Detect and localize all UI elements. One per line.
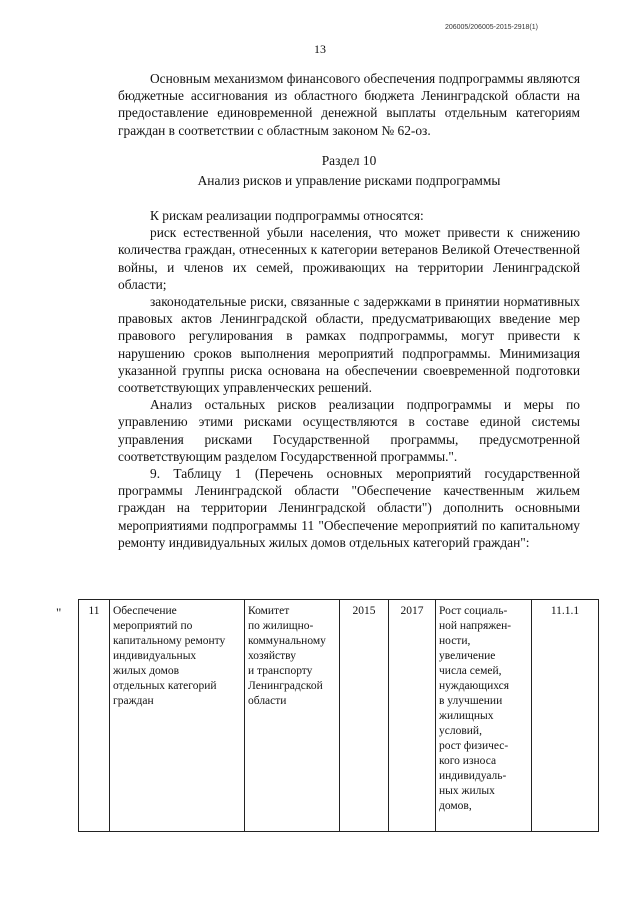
risks-block	[118, 207, 580, 551]
page-number: 13	[314, 42, 326, 56]
cell-line: числа семей,	[439, 665, 502, 677]
cell-line: граждан	[113, 695, 154, 707]
cell-line: мероприятий по	[113, 620, 193, 632]
paragraph-financing: Основным механизмом финансового обеспечения подпрограммы являются бюджетные ассигнования из областного бюджета Ленинградской области на предоставление единовременной денежной выплаты отдельным категориям граждан в соответствии с областным законом № 62-оз.	[118, 71, 580, 138]
cell-line: индивидуаль-	[439, 770, 507, 782]
cell-line: условий,	[439, 725, 482, 737]
paragraph-risk-legislative: законодательные риски, связанные с задержками в принятии нормативных правовых актов Ленинградской области, предусматривающих введение мер правового регулирования в рамках подпрограммы, могут привести к нарушению сроков выполнения мероприятий подпрограммы. Минимизация указанной группы риска основана на обеспечении своевременной подготовки соответствующих управленческих решений.	[118, 294, 580, 396]
cell-consequences	[436, 600, 532, 832]
cell-line: Обеспечение	[113, 605, 177, 617]
cell-line: коммунальному	[248, 635, 326, 647]
cell-line: Ленинградской	[248, 680, 323, 692]
paragraph-risk-population: риск естественной убыли населения, что может привести к снижению количества граждан, отнесенных к категории ветеранов Великой Отечественной войны, и членов их семей, проживающих на территории Ленинградской области;	[118, 225, 580, 292]
cell-line: нуждающихся	[439, 680, 510, 692]
cell-line: жилых домов	[113, 665, 180, 677]
document-id: 206005/206005-2015-2918(1)	[444, 24, 538, 31]
section-subtitle: Анализ рисков и управление рисками подпрограммы	[197, 173, 501, 188]
cell-executor	[245, 600, 340, 832]
cell-line: кого износа	[439, 755, 497, 767]
activities-table	[78, 599, 599, 832]
cell-activity-name	[110, 600, 245, 832]
cell-line: по жилищно-	[248, 620, 314, 632]
cell-line: области	[248, 695, 287, 707]
cell-line: капитальному ремонту	[113, 635, 226, 647]
cell-line: ности,	[439, 635, 471, 647]
paragraph-table-amendment: 9. Таблицу 1 (Перечень основных мероприятий государственной программы Ленинградской области "Обеспечение качественным жильем граждан на территории Ленинградской области") дополнить основными мероприятиями подпрограммы 11 "Обеспечение мероприятий по капитальному ремонту индивидуальных жилых домов отдельных категорий граждан":	[118, 466, 580, 550]
cell-line: Комитет	[248, 605, 290, 617]
cell-end-year: 2017	[389, 600, 436, 832]
cell-line: ных жилых	[439, 785, 495, 797]
cell-line: индивидуальных	[113, 650, 197, 662]
cell-indicator-code: 11.1.1	[532, 600, 599, 832]
cell-line: в улучшении	[439, 695, 503, 707]
cell-line: ной напряжен-	[439, 620, 512, 632]
cell-line: хозяйству	[248, 650, 296, 662]
table-open-quote: "	[56, 605, 62, 620]
table-row	[79, 600, 599, 832]
cell-line: отдельных категорий	[113, 680, 217, 692]
cell-line: домов,	[439, 800, 472, 812]
intro-block	[118, 70, 580, 139]
cell-start-year: 2015	[340, 600, 389, 832]
cell-number: 11	[79, 600, 110, 832]
cell-line: увеличение	[439, 650, 496, 662]
cell-line: и транспорту	[248, 665, 313, 677]
cell-line: жилищных	[439, 710, 494, 722]
paragraph-risks-intro: К рискам реализации подпрограммы относятся:	[150, 208, 424, 223]
paragraph-risk-analysis: Анализ остальных рисков реализации подпрограммы и меры по управлению этими рисками осуществляются в составе единой системы управления рисками Государственной программы, предусмотренной соответствующим разделом Государственной программы.".	[118, 397, 580, 464]
cell-line: рост физичес-	[439, 740, 509, 752]
cell-line: Рост социаль-	[439, 605, 508, 617]
section-title: Раздел 10	[321, 153, 377, 168]
